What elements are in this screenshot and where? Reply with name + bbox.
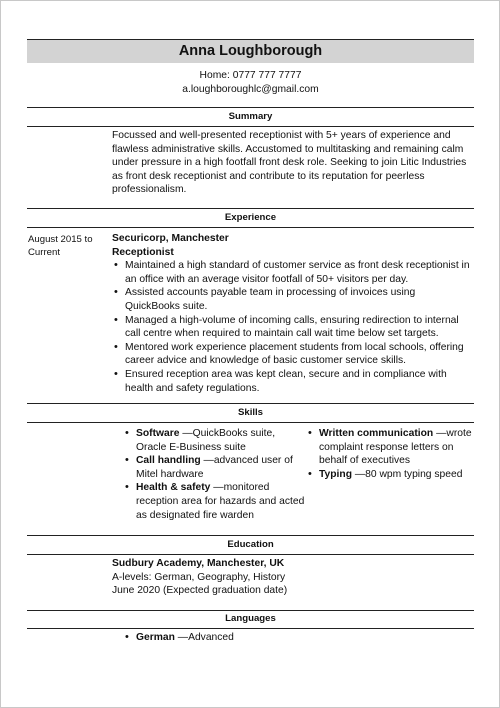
- phone-number: Home: 0777 777 7777: [199, 70, 302, 81]
- list-item: • Maintained a high standard of customer service as front desk receptionist in an office with an average visitor footfall of 50+ visitors per day.: [112, 259, 472, 286]
- list-item: • Mentored work experience placement students from local schools, offering career advice and knowledge of basic customer service skills.: [112, 341, 472, 368]
- graduation-date: June 2020 (Expected graduation date): [112, 585, 288, 597]
- skill-desc: —wrote complaint response letters on behalf of executives: [319, 428, 472, 467]
- skill-desc: —80 wpm typing speed: [351, 468, 463, 480]
- languages-list: [123, 631, 483, 645]
- a-levels: A-levels: German, Geography, History: [112, 571, 286, 583]
- experience-bullets: [112, 259, 472, 395]
- education-divider: [27, 535, 474, 536]
- languages-divider: [27, 610, 474, 611]
- languages-heading: Languages: [225, 613, 276, 624]
- job-title: Receptionist: [112, 246, 174, 258]
- skill-desc: —monitored reception area for hazards and acted as designated fire warden: [136, 482, 305, 521]
- skill-name: Software: [136, 428, 180, 439]
- candidate-name: Anna Loughborough: [27, 39, 474, 63]
- email-address: a.loughboroughlc@gmail.com: [182, 83, 319, 95]
- list-item: [123, 631, 483, 645]
- list-item: • Assisted accounts payable team in processing of invoices using QuickBooks suite.: [112, 286, 472, 313]
- experience-dates: [28, 233, 108, 259]
- skill-desc: —QuickBooks suite, Oracle E-Business suite: [136, 428, 276, 453]
- skill-desc: —advanced user of Mitel hardware: [136, 455, 293, 480]
- list-item: • Ensured reception area was kept clean, secure and in compliance with health and safety regulations.: [112, 368, 472, 395]
- experience-entry: [112, 232, 472, 395]
- skills-right-column: [306, 427, 474, 481]
- skills-divider: [27, 403, 474, 404]
- summary-divider-bottom: [27, 126, 474, 127]
- language-name: German: [136, 632, 175, 643]
- language-level: —Advanced: [174, 632, 234, 643]
- summary-divider: [27, 107, 474, 108]
- education-heading: Education: [227, 539, 274, 550]
- experience-divider-bottom: [27, 227, 474, 228]
- skills-divider-bottom: [27, 422, 474, 423]
- summary-text: Focussed and well-presented receptionist with 5+ years of experience and flawless administrative skills. Accustomed to multitasking and remaining calm under pressure in a high footfall front desk role. Seeking to join Litic Industries as front desk receptionist and contribute to its reputation for peerless professionalism.: [112, 130, 467, 196]
- languages-divider-bottom: [27, 628, 474, 629]
- education-divider-bottom: [27, 554, 474, 555]
- list-item: [306, 427, 474, 468]
- list-item: • Managed a high-volume of incoming calls, ensuring redirection to internal call centre when required to maintain call wait time below set targets.: [112, 314, 472, 341]
- experience-divider: [27, 208, 474, 209]
- date-end: Current: [28, 247, 60, 258]
- skill-name: Call handling: [136, 455, 201, 467]
- summary-heading: Summary: [228, 111, 273, 122]
- skill-name: Typing: [319, 468, 352, 480]
- contact-info: [27, 69, 474, 96]
- company-name: Securicorp, Manchester: [112, 233, 229, 244]
- skills-left-column: [123, 427, 305, 522]
- list-item: [306, 468, 474, 482]
- skill-name: Health & safety: [136, 482, 211, 494]
- list-item: [123, 454, 305, 481]
- school-name: Sudbury Academy, Manchester, UK: [112, 558, 285, 569]
- experience-heading: Experience: [224, 212, 277, 223]
- skill-name: Written communication: [319, 428, 434, 439]
- list-item: [123, 481, 305, 522]
- list-item: [123, 427, 305, 454]
- skills-heading: Skills: [237, 407, 264, 418]
- date-start: August 2015 to: [28, 234, 93, 245]
- education-entry: [112, 557, 472, 598]
